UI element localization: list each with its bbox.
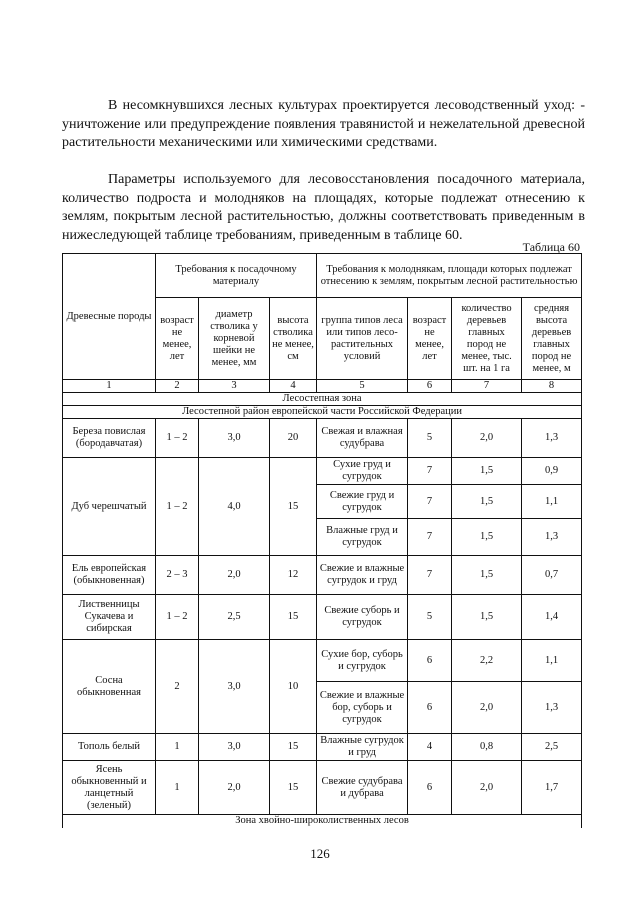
forest-type: Свежие груд и сугрудок: [317, 485, 408, 519]
tree-count: 1,5: [452, 458, 522, 485]
avg-height: 1,3: [522, 682, 582, 734]
header-species: Древесные породы: [63, 254, 156, 380]
planting-height: 15: [270, 458, 317, 556]
avg-height: 2,5: [522, 734, 582, 761]
column-number: 2: [156, 380, 199, 393]
planting-height: 10: [270, 640, 317, 734]
header-planting-material: Требования к посадочному материалу: [156, 254, 317, 298]
species-name: Береза повислая (бородавчатая): [63, 419, 156, 458]
planting-diameter: 3,0: [199, 734, 270, 761]
avg-height: 1,3: [522, 519, 582, 556]
forest-type: Влажные сугрудок и груд: [317, 734, 408, 761]
young-age: 7: [408, 485, 452, 519]
planting-height: 12: [270, 556, 317, 595]
forest-type: Влажные груд и сугрудок: [317, 519, 408, 556]
avg-height: 0,7: [522, 556, 582, 595]
forest-type: Свежие и влажные сугрудок и груд: [317, 556, 408, 595]
species-name: Ясень обыкновенный и ланцетный (зеленый): [63, 761, 156, 815]
tree-count: 2,0: [452, 682, 522, 734]
header-diameter: диаметр стволика у корневой шейки не менее, мм: [199, 298, 270, 380]
species-name: Тополь белый: [63, 734, 156, 761]
planting-diameter: 3,0: [199, 419, 270, 458]
planting-age: 1 – 2: [156, 595, 199, 640]
forest-type: Сухие груд и сугрудок: [317, 458, 408, 485]
tree-count: 2,0: [452, 761, 522, 815]
column-number: 5: [317, 380, 408, 393]
forest-type: Сухие бор, суборь и сугрудок: [317, 640, 408, 682]
avg-height: 1,1: [522, 640, 582, 682]
table-caption: Таблица 60: [522, 240, 580, 254]
column-number: 4: [270, 380, 317, 393]
avg-height: 0,9: [522, 458, 582, 485]
tree-count: 0,8: [452, 734, 522, 761]
planting-age: 1: [156, 734, 199, 761]
young-age: 7: [408, 556, 452, 595]
young-age: 4: [408, 734, 452, 761]
tree-count: 2,2: [452, 640, 522, 682]
paragraph-2: Параметры используемого для лесовосстановления посадочного материала, количество подроста и молодняков на площадях, которые подлежат отнесению к землям, покрытым лесной растительностью, должны соответствовать приведенным в нижеследующей таблице требованиям, приведенным в таблице 60.: [62, 172, 585, 243]
zone-heading: Лесостепная зона: [63, 393, 582, 406]
species-name: Лиственницы Сукачева и сибирская: [63, 595, 156, 640]
column-number: 3: [199, 380, 270, 393]
planting-diameter: 4,0: [199, 458, 270, 556]
forest-type: Свежая и влажная судубрава: [317, 419, 408, 458]
avg-height: 1,1: [522, 485, 582, 519]
tree-count: 2,0: [452, 419, 522, 458]
planting-diameter: 2,0: [199, 556, 270, 595]
young-age: 7: [408, 519, 452, 556]
header-height: высота стволика не менее, см: [270, 298, 317, 380]
planting-age: 1: [156, 761, 199, 815]
avg-height: 1,3: [522, 419, 582, 458]
planting-diameter: 2,0: [199, 761, 270, 815]
tree-count: 1,5: [452, 519, 522, 556]
planting-height: 15: [270, 595, 317, 640]
young-age: 6: [408, 682, 452, 734]
species-name: Ель европейская (обыкновенная): [63, 556, 156, 595]
planting-age: 1 – 2: [156, 458, 199, 556]
planting-age: 2 – 3: [156, 556, 199, 595]
header-age: возраст не менее, лет: [156, 298, 199, 380]
header-avg-height: средняя высота деревьев главных пород не менее, м: [522, 298, 582, 380]
column-number: 6: [408, 380, 452, 393]
young-age: 6: [408, 640, 452, 682]
forest-type: Свежие судубрава и дубрава: [317, 761, 408, 815]
paragraph-1: В несомкнувшихся лесных культурах проектируется лесоводственный уход: - уничтожение или предупреждение появления травянистой и нежелательной древесной растительности механическими или химическими средствами.: [62, 98, 585, 150]
header-young-age: возраст не менее, лет: [408, 298, 452, 380]
header-tree-count: количество деревьев главных пород не менее, тыс. шт. на 1 га: [452, 298, 522, 380]
forest-type: Свежие и влажные бор, суборь и сугрудок: [317, 682, 408, 734]
page-number: 126: [310, 846, 330, 861]
young-age: 6: [408, 761, 452, 815]
species-name: Сосна обыкновенная: [63, 640, 156, 734]
planting-diameter: 3,0: [199, 640, 270, 734]
young-age: 5: [408, 419, 452, 458]
planting-age: 2: [156, 640, 199, 734]
avg-height: 1,7: [522, 761, 582, 815]
column-number: 8: [522, 380, 582, 393]
planting-height: 15: [270, 734, 317, 761]
planting-age: 1 – 2: [156, 419, 199, 458]
avg-height: 1,4: [522, 595, 582, 640]
column-number: 1: [63, 380, 156, 393]
tree-count: 1,5: [452, 556, 522, 595]
header-forest-type: группа типов леса или типов лесо-растительных условий: [317, 298, 408, 380]
planting-height: 15: [270, 761, 317, 815]
tree-count: 1,5: [452, 485, 522, 519]
planting-diameter: 2,5: [199, 595, 270, 640]
young-age: 5: [408, 595, 452, 640]
zone-heading: Зона хвойно-широколиственных лесов: [63, 815, 582, 828]
forest-type: Свежие суборь и сугрудок: [317, 595, 408, 640]
young-age: 7: [408, 458, 452, 485]
column-number: 7: [452, 380, 522, 393]
requirements-table: [62, 253, 582, 828]
planting-height: 20: [270, 419, 317, 458]
region-heading: Лесостепной район европейской части Российской Федерации: [63, 406, 582, 419]
header-young-stands: Требования к молоднякам, площади которых подлежат отнесению к землям, покрытым лесной растительностью: [317, 254, 582, 298]
species-name: Дуб черешчатый: [63, 458, 156, 556]
tree-count: 1,5: [452, 595, 522, 640]
